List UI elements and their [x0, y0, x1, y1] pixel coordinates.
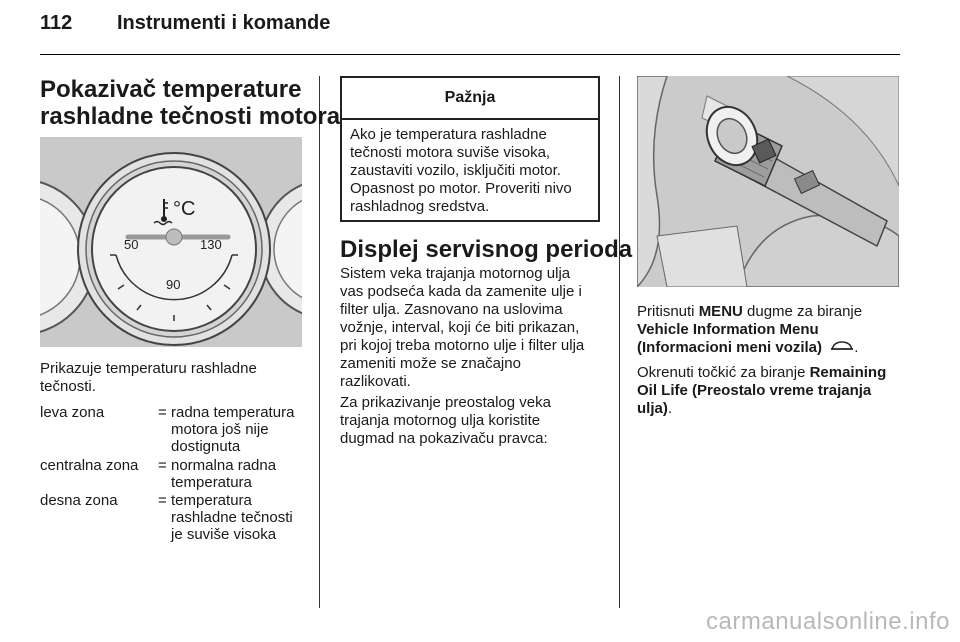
- page-number: 112: [40, 12, 73, 34]
- gauge-label-mid: 90: [166, 277, 181, 292]
- instruction-paragraph-2: [637, 364, 912, 418]
- text-line: [637, 364, 912, 382]
- remaining-oil-life-label: Oil Life (Preostalo vreme trajanja: [637, 382, 872, 399]
- zone-separator: =: [158, 404, 167, 421]
- zone-separator: =: [158, 457, 167, 474]
- zone-row-center: [40, 457, 310, 493]
- text-span: dugme za biranje: [742, 303, 863, 320]
- text-line: rashladnog sredstva.: [350, 198, 490, 215]
- text-line: motora još nije: [171, 421, 269, 438]
- zone-row-left: [40, 404, 310, 456]
- remaining-oil-life-label: Remaining: [809, 364, 887, 381]
- text-line: [637, 400, 912, 418]
- remaining-oil-life-label: ulja): [637, 400, 668, 417]
- text-span: .: [854, 339, 859, 356]
- text-line: razlikovati.: [340, 373, 411, 390]
- zone-description: [171, 404, 311, 455]
- text-span: Pritisnuti: [637, 303, 699, 320]
- text-line: trajanja motornog ulja koristite: [340, 412, 541, 429]
- notice-body: [350, 126, 596, 216]
- notice-title: Pažnja: [342, 78, 598, 120]
- text-line: tečnosti motora suviše visoka,: [350, 144, 551, 161]
- section-title-service: Displej servisnog perioda: [340, 236, 633, 263]
- text-line: Prikazuje temperaturu rashladne: [40, 360, 257, 377]
- text-line: filter ulja. Zasnovano na uslovima: [340, 301, 563, 318]
- text-line: temperatura: [171, 492, 252, 509]
- menu-button-label: MENU: [698, 303, 743, 320]
- text-line: [637, 339, 912, 357]
- turn-signal-stalk-illustration: [637, 76, 899, 287]
- text-line: vas podseća kada da zamenite ulje i: [340, 283, 582, 300]
- text-line: [637, 382, 912, 400]
- gauge-unit-label: °C: [173, 198, 196, 220]
- caution-notice-box: [340, 76, 600, 222]
- text-line: Opasnost po motor. Proveriti nivo: [350, 180, 572, 197]
- text-line: Za prikazivanje preostalog veka: [340, 394, 551, 411]
- zone-term: leva zona: [40, 404, 105, 421]
- coolant-description: [40, 360, 310, 396]
- section-title-line: rashladne tečnosti motora: [40, 103, 341, 130]
- page-header-title: Instrumenti i komande: [117, 12, 331, 34]
- zone-separator: =: [158, 492, 167, 509]
- text-line: [637, 303, 912, 321]
- text-line: Sistem veka trajanja motornog ulja: [340, 265, 571, 282]
- coolant-gauge-illustration: [40, 137, 302, 347]
- text-span: Okrenuti točkić za biranje: [637, 364, 810, 381]
- text-line: temperatura: [171, 474, 252, 491]
- text-line: zaustaviti vozilo, isključiti motor.: [350, 162, 561, 179]
- instruction-paragraph-1: [637, 303, 912, 357]
- text-line: dugmad na pokazivaču pravca:: [340, 430, 548, 447]
- text-line: [637, 321, 912, 339]
- text-line: dostignuta: [171, 438, 241, 455]
- watermark: carmanualsonline.info: [706, 608, 950, 635]
- section-title-coolant: [40, 76, 340, 130]
- gauge-label-high: 130: [200, 237, 222, 252]
- menu-name: Vehicle Information Menu: [637, 321, 819, 338]
- text-line: Ako je temperatura rashladne: [350, 126, 547, 143]
- service-paragraph-1: [340, 265, 615, 391]
- menu-name-translation: (Informacioni meni vozila): [637, 339, 823, 356]
- text-line: je suviše visoka: [171, 526, 277, 543]
- car-icon: [830, 339, 854, 357]
- text-line: rashladne tečnosti: [171, 509, 293, 526]
- service-paragraph-2: [340, 394, 615, 448]
- text-span: .: [667, 400, 673, 417]
- text-line: zameniti može se značajno: [340, 355, 521, 372]
- text-line: tečnosti.: [40, 378, 96, 395]
- zone-term: centralna zona: [40, 457, 139, 474]
- zone-description: [171, 492, 311, 543]
- gauge-label-low: 50: [124, 237, 139, 252]
- zone-row-right: [40, 492, 310, 544]
- text-line: vožnje, interval, koji će biti prikazan,: [340, 319, 580, 336]
- text-line: pri kojoj treba motorno ulje i filter ulja: [340, 337, 585, 354]
- text-line: normalna radna: [171, 457, 277, 474]
- column-divider-1: [319, 76, 320, 608]
- header-rule: [40, 54, 900, 55]
- zone-term: desna zona: [40, 492, 118, 509]
- text-line: radna temperatura: [171, 404, 295, 421]
- column-divider-2: [619, 76, 620, 608]
- section-title-line: Pokazivač temperature: [40, 76, 302, 103]
- zone-description: [171, 457, 311, 491]
